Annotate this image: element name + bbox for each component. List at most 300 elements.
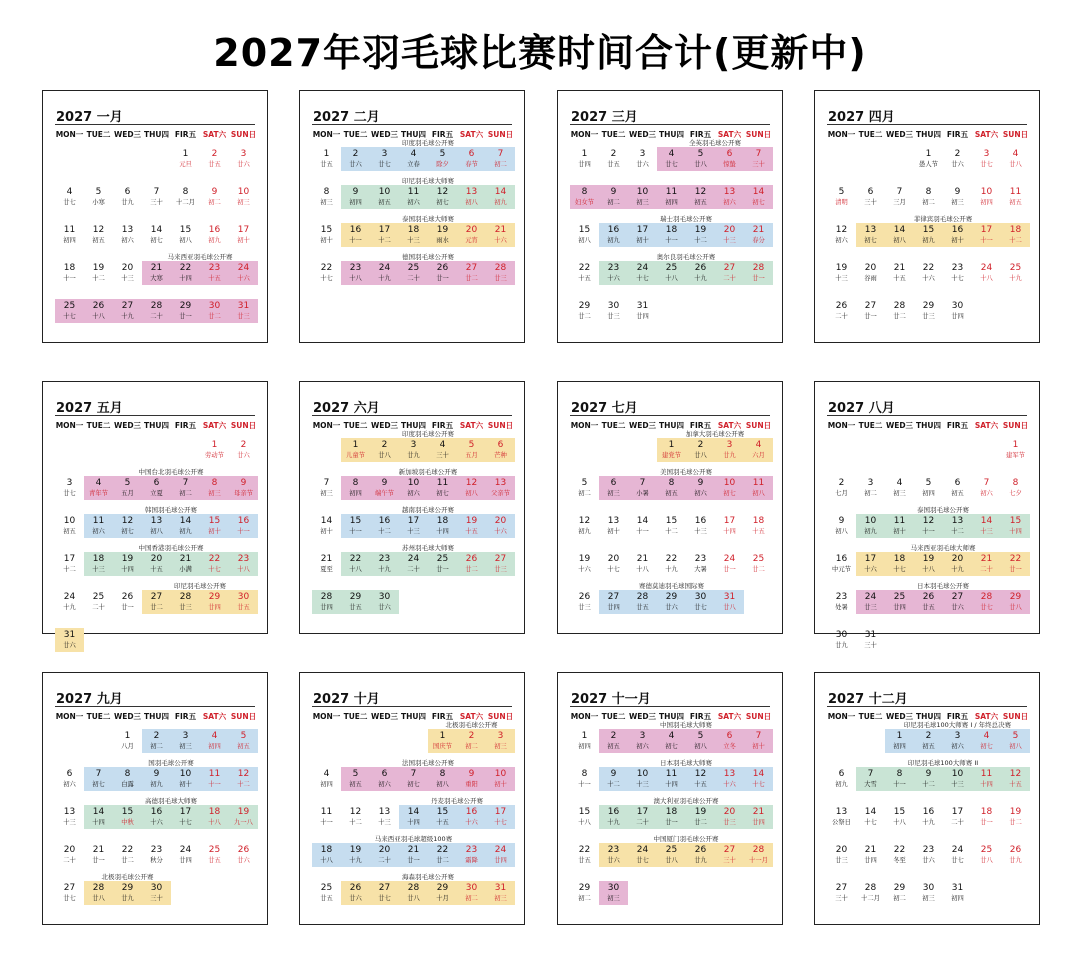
lunar-date: 初九 <box>179 528 192 535</box>
day-cell <box>229 263 258 283</box>
lunar-date: 初三 <box>494 895 507 902</box>
day-cell <box>570 187 599 207</box>
event-label: 中国羽毛球大师赛 <box>660 721 712 729</box>
day-cell <box>229 554 258 574</box>
day-cell <box>972 263 1001 283</box>
day-number: 5 <box>95 187 102 197</box>
day-number: 31 <box>951 883 964 893</box>
lunar-date: 初九 <box>922 237 935 244</box>
day-number: 25 <box>92 592 105 602</box>
weekday-header: SAT六 <box>717 712 742 721</box>
lunar-date: 初三 <box>237 199 250 206</box>
lunar-date: 青年节 <box>89 490 108 497</box>
day-cell <box>1001 807 1030 827</box>
day-number: 19 <box>578 554 591 564</box>
day-number: 23 <box>694 554 707 564</box>
lunar-date: 初十 <box>320 528 333 535</box>
lunar-date: 除夕 <box>436 161 449 168</box>
day-number: 10 <box>636 187 649 197</box>
weekday-header: THU四 <box>916 130 941 139</box>
day-number: 8 <box>124 769 131 779</box>
day-cell <box>171 187 200 207</box>
day-cell <box>943 592 972 612</box>
lunar-date: 廿五 <box>607 161 620 168</box>
day-number: 24 <box>237 263 250 273</box>
lunar-date: 初三 <box>320 490 333 497</box>
day-cell <box>399 845 428 865</box>
day-number: 12 <box>121 516 134 526</box>
day-number: 14 <box>320 516 333 526</box>
day-cell <box>943 554 972 574</box>
day-number: 6 <box>497 440 504 450</box>
day-number: 2 <box>352 149 359 159</box>
event-label: 高德羽毛球大师赛 <box>145 797 197 805</box>
event-label: 印尼羽毛球100大师赛 I / 年终总决赛 <box>903 721 1012 729</box>
day-number: 6 <box>610 478 617 488</box>
lunar-date: 十七 <box>951 275 964 282</box>
day-number: 24 <box>407 554 420 564</box>
weekday-header: SAT六 <box>717 421 742 430</box>
day-number: 19 <box>121 554 134 564</box>
day-number: 4 <box>410 149 417 159</box>
lunar-date: 廿七 <box>951 857 964 864</box>
weekday-header: SAT六 <box>459 712 484 721</box>
lunar-date: 冬至 <box>893 857 906 864</box>
day-number: 8 <box>439 769 446 779</box>
day-cell <box>628 225 657 245</box>
lunar-date: 十八 <box>893 819 906 826</box>
lunar-date: 十一 <box>237 528 250 535</box>
day-cell <box>628 149 657 169</box>
day-number: 23 <box>465 845 478 855</box>
lunar-date: 十八 <box>922 566 935 573</box>
lunar-date: 十八 <box>208 819 221 826</box>
lunar-date: 初三 <box>607 490 620 497</box>
day-cell <box>55 630 84 650</box>
lunar-date: 初三 <box>922 895 935 902</box>
weekday-header: SAT六 <box>202 421 227 430</box>
lunar-date: 十九 <box>665 566 678 573</box>
day-number: 1 <box>439 731 446 741</box>
day-cell <box>457 883 486 903</box>
lunar-date: 十九 <box>349 857 362 864</box>
lunar-date: 十二 <box>349 819 362 826</box>
day-cell <box>428 225 457 245</box>
day-cell <box>1001 554 1030 574</box>
lunar-date: 廿七 <box>63 895 76 902</box>
day-number: 15 <box>436 807 449 817</box>
lunar-date: 廿六 <box>951 161 964 168</box>
day-number: 27 <box>378 883 391 893</box>
lunar-date: 初九 <box>835 781 848 788</box>
lunar-date: 十六 <box>150 819 163 826</box>
day-cell <box>341 440 370 460</box>
day-cell <box>171 554 200 574</box>
day-cell <box>827 883 856 903</box>
lunar-date: 初八 <box>465 199 478 206</box>
day-cell <box>55 592 84 612</box>
lunar-date: 十二 <box>237 781 250 788</box>
day-number: 20 <box>723 807 736 817</box>
event-label: 越南羽毛球公开赛 <box>402 506 454 514</box>
day-number: 9 <box>468 769 475 779</box>
day-cell <box>55 187 84 207</box>
event-label: 加拿大羽毛球公开赛 <box>685 430 745 438</box>
lunar-date: 十五 <box>893 275 906 282</box>
day-number: 28 <box>980 592 993 602</box>
day-cell <box>341 225 370 245</box>
weekday-header: SUN日 <box>745 130 772 139</box>
day-cell <box>827 630 856 650</box>
lunar-date: 七夕 <box>1009 490 1022 497</box>
day-cell <box>628 263 657 283</box>
lunar-date: 大暑 <box>694 566 707 573</box>
day-number: 19 <box>92 263 105 273</box>
lunar-date: 初四 <box>208 743 221 750</box>
lunar-date: 五月 <box>465 452 478 459</box>
day-number: 26 <box>121 592 134 602</box>
lunar-date: 廿六 <box>951 604 964 611</box>
day-number: 7 <box>755 149 762 159</box>
month-title: 2027 七月 <box>571 401 638 416</box>
lunar-date: 十五 <box>1009 781 1022 788</box>
day-cell <box>628 301 657 321</box>
day-number: 27 <box>121 301 134 311</box>
day-cell <box>341 516 370 536</box>
day-number: 1 <box>581 149 588 159</box>
day-number: 17 <box>980 225 993 235</box>
day-cell <box>570 263 599 283</box>
weekday-header: TUE二 <box>86 130 111 139</box>
day-number: 31 <box>723 592 736 602</box>
weekday-header: WED三 <box>885 130 914 139</box>
event-label: 印度羽毛球公开赛 <box>402 430 454 438</box>
lunar-date: 十九 <box>694 275 707 282</box>
day-cell <box>341 845 370 865</box>
day-cell <box>399 478 428 498</box>
weekday-header: MON一 <box>827 130 856 139</box>
day-cell <box>744 478 773 498</box>
lunar-date: 廿八 <box>694 452 707 459</box>
event-label: 北极羽毛球公开赛 <box>101 873 154 881</box>
lunar-date: 十三 <box>723 237 736 244</box>
day-cell <box>686 149 715 169</box>
lunar-date: 十三 <box>980 528 993 535</box>
day-cell <box>744 225 773 245</box>
day-number: 20 <box>121 263 134 273</box>
day-cell <box>1001 187 1030 207</box>
lunar-date: 十一 <box>63 275 76 282</box>
day-number: 14 <box>494 187 507 197</box>
day-cell <box>715 731 744 751</box>
lunar-date: 六月 <box>752 452 765 459</box>
day-number: 27 <box>465 263 478 273</box>
day-cell <box>312 592 341 612</box>
day-number: 3 <box>639 731 646 741</box>
weekday-header: MON一 <box>570 712 599 721</box>
day-number: 18 <box>752 516 765 526</box>
event-label: 海森羽毛球公开赛 <box>402 873 454 881</box>
day-number: 16 <box>607 225 620 235</box>
day-cell <box>599 883 628 903</box>
lunar-date: 廿四 <box>951 313 964 320</box>
day-cell <box>744 187 773 207</box>
lunar-date: 元宵 <box>465 237 478 244</box>
day-cell <box>972 769 1001 789</box>
day-cell <box>570 769 599 789</box>
day-cell <box>943 149 972 169</box>
lunar-date: 初五 <box>92 237 105 244</box>
day-number: 24 <box>378 263 391 273</box>
weekday-header: SAT六 <box>974 712 999 721</box>
lunar-date: 十四 <box>121 566 134 573</box>
lunar-date: 廿五 <box>208 161 221 168</box>
day-number: 27 <box>864 301 877 311</box>
day-cell <box>229 301 258 321</box>
day-number: 16 <box>951 225 964 235</box>
lunar-date: 九一八 <box>234 819 253 826</box>
month-divider <box>827 415 1027 416</box>
day-number: 16 <box>465 807 478 817</box>
day-number: 23 <box>835 592 848 602</box>
day-number: 22 <box>179 263 192 273</box>
day-cell <box>399 263 428 283</box>
lunar-date: 十二 <box>922 781 935 788</box>
day-number: 30 <box>607 301 620 311</box>
day-cell <box>312 516 341 536</box>
day-cell <box>686 845 715 865</box>
lunar-date: 二十 <box>92 604 105 611</box>
day-number: 6 <box>954 478 961 488</box>
day-cell <box>686 440 715 460</box>
day-cell <box>914 516 943 536</box>
day-cell <box>229 731 258 751</box>
lunar-date: 廿四 <box>607 604 620 611</box>
lunar-date: 十八 <box>92 313 105 320</box>
day-cell <box>200 187 229 207</box>
event-label: 印尼羽毛球100大师赛 II <box>907 759 979 767</box>
day-number: 19 <box>465 516 478 526</box>
lunar-date: 十二 <box>607 781 620 788</box>
day-number: 22 <box>893 845 906 855</box>
lunar-date: 立冬 <box>723 743 736 750</box>
day-number: 1 <box>124 731 131 741</box>
lunar-date: 初二 <box>465 895 478 902</box>
lunar-date: 廿五 <box>320 895 333 902</box>
day-number: 24 <box>494 845 507 855</box>
lunar-date: 廿四 <box>578 161 591 168</box>
day-cell <box>457 478 486 498</box>
day-cell <box>657 187 686 207</box>
day-number: 26 <box>922 592 935 602</box>
day-cell <box>341 149 370 169</box>
weekday-header: SAT六 <box>717 130 742 139</box>
day-cell <box>200 592 229 612</box>
day-cell <box>856 225 885 245</box>
day-number: 11 <box>92 516 105 526</box>
lunar-date: 初二 <box>864 490 877 497</box>
day-number: 3 <box>410 440 417 450</box>
lunar-date: 芒种 <box>494 452 507 459</box>
day-cell <box>570 807 599 827</box>
day-number: 14 <box>752 769 765 779</box>
day-cell <box>570 225 599 245</box>
day-cell <box>113 301 142 321</box>
day-cell <box>486 883 515 903</box>
lunar-date: 三十 <box>864 199 877 206</box>
day-number: 20 <box>723 225 736 235</box>
day-cell <box>200 807 229 827</box>
day-cell <box>628 592 657 612</box>
lunar-date: 廿七 <box>636 857 649 864</box>
day-cell <box>142 592 171 612</box>
lunar-date: 初六 <box>63 781 76 788</box>
day-cell <box>885 554 914 574</box>
event-label: 澳大利亚羽毛球公开赛 <box>653 797 719 805</box>
day-cell <box>914 478 943 498</box>
day-number: 17 <box>237 225 250 235</box>
weekday-header: WED三 <box>113 421 142 430</box>
day-cell <box>657 440 686 460</box>
weekday-header: FIR五 <box>946 712 969 721</box>
day-number: 29 <box>578 883 591 893</box>
day-number: 14 <box>179 516 192 526</box>
day-number: 11 <box>752 478 765 488</box>
lunar-date: 十七 <box>864 819 877 826</box>
day-cell <box>457 225 486 245</box>
day-number: 12 <box>349 807 362 817</box>
day-number: 28 <box>752 845 765 855</box>
month-divider <box>55 706 255 707</box>
day-cell <box>885 769 914 789</box>
month-panel <box>299 381 525 634</box>
lunar-date: 十二 <box>92 275 105 282</box>
day-number: 30 <box>237 592 250 602</box>
day-cell <box>856 630 885 650</box>
lunar-date: 十六 <box>922 275 935 282</box>
lunar-date: 廿六 <box>607 857 620 864</box>
day-number: 23 <box>150 845 163 855</box>
lunar-date: 初十 <box>208 528 221 535</box>
day-number: 17 <box>494 807 507 817</box>
lunar-date: 初九 <box>864 528 877 535</box>
day-number: 7 <box>639 478 646 488</box>
day-cell <box>113 516 142 536</box>
month-divider <box>570 124 770 125</box>
day-number: 21 <box>150 263 163 273</box>
weekday-header: MON一 <box>312 712 341 721</box>
day-cell <box>914 769 943 789</box>
lunar-date: 公祭日 <box>832 819 851 826</box>
lunar-date: 初七 <box>407 781 420 788</box>
weekday-header: FIR五 <box>174 712 197 721</box>
lunar-date: 初八 <box>150 528 163 535</box>
day-number: 1 <box>668 440 675 450</box>
day-number: 10 <box>636 769 649 779</box>
day-number: 1 <box>1012 440 1019 450</box>
day-cell <box>856 769 885 789</box>
day-cell <box>657 592 686 612</box>
day-cell <box>341 554 370 574</box>
day-number: 13 <box>63 807 76 817</box>
day-cell <box>84 187 113 207</box>
lunar-date: 十六 <box>465 819 478 826</box>
lunar-date: 十二月 <box>861 895 880 902</box>
lunar-date: 十八 <box>320 857 333 864</box>
day-number: 31 <box>63 630 76 640</box>
lunar-date: 初七 <box>752 199 765 206</box>
day-cell <box>399 149 428 169</box>
day-cell <box>628 187 657 207</box>
month-panel <box>42 381 268 649</box>
day-cell <box>686 592 715 612</box>
day-number: 10 <box>179 769 192 779</box>
day-cell <box>370 263 399 283</box>
day-number: 22 <box>436 845 449 855</box>
day-cell <box>570 592 599 612</box>
day-cell <box>943 807 972 827</box>
day-cell <box>856 516 885 536</box>
lunar-date: 十六 <box>864 566 877 573</box>
lunar-date: 廿七 <box>378 895 391 902</box>
lunar-date: 初十 <box>179 781 192 788</box>
day-number: 12 <box>694 187 707 197</box>
day-number: 21 <box>752 225 765 235</box>
lunar-date: 十月 <box>436 895 449 902</box>
month-divider <box>55 124 255 125</box>
day-number: 17 <box>636 807 649 817</box>
day-cell <box>229 440 258 460</box>
day-cell <box>428 883 457 903</box>
day-cell <box>827 263 856 283</box>
lunar-date: 建军节 <box>1006 452 1025 459</box>
lunar-date: 廿四 <box>636 313 649 320</box>
day-number: 5 <box>838 187 845 197</box>
weekday-header: SUN日 <box>487 712 514 721</box>
lunar-date: 初二 <box>922 199 935 206</box>
day-cell <box>171 516 200 536</box>
lunar-date: 初八 <box>578 237 591 244</box>
day-number: 6 <box>381 769 388 779</box>
day-number: 20 <box>864 263 877 273</box>
weekday-header: THU四 <box>401 421 426 430</box>
weekday-header: TUE二 <box>343 130 368 139</box>
day-number: 7 <box>983 478 990 488</box>
lunar-date: 十七 <box>752 781 765 788</box>
day-cell <box>428 187 457 207</box>
month-panel <box>557 672 783 925</box>
day-cell <box>399 554 428 574</box>
day-cell <box>171 807 200 827</box>
day-cell <box>972 225 1001 245</box>
month-panel <box>557 381 783 634</box>
day-cell <box>113 263 142 283</box>
lunar-date: 劳动节 <box>205 452 224 459</box>
lunar-date: 十二月 <box>176 199 195 206</box>
lunar-date: 廿二 <box>465 566 478 573</box>
lunar-date: 初三 <box>179 743 192 750</box>
day-cell <box>715 225 744 245</box>
weekday-header: FIR五 <box>689 421 712 430</box>
day-cell <box>1001 769 1030 789</box>
day-cell <box>200 845 229 865</box>
day-cell <box>142 263 171 283</box>
day-number: 1 <box>581 731 588 741</box>
day-number: 24 <box>864 592 877 602</box>
day-cell <box>171 263 200 283</box>
day-cell <box>715 516 744 536</box>
lunar-date: 处暑 <box>835 604 848 611</box>
